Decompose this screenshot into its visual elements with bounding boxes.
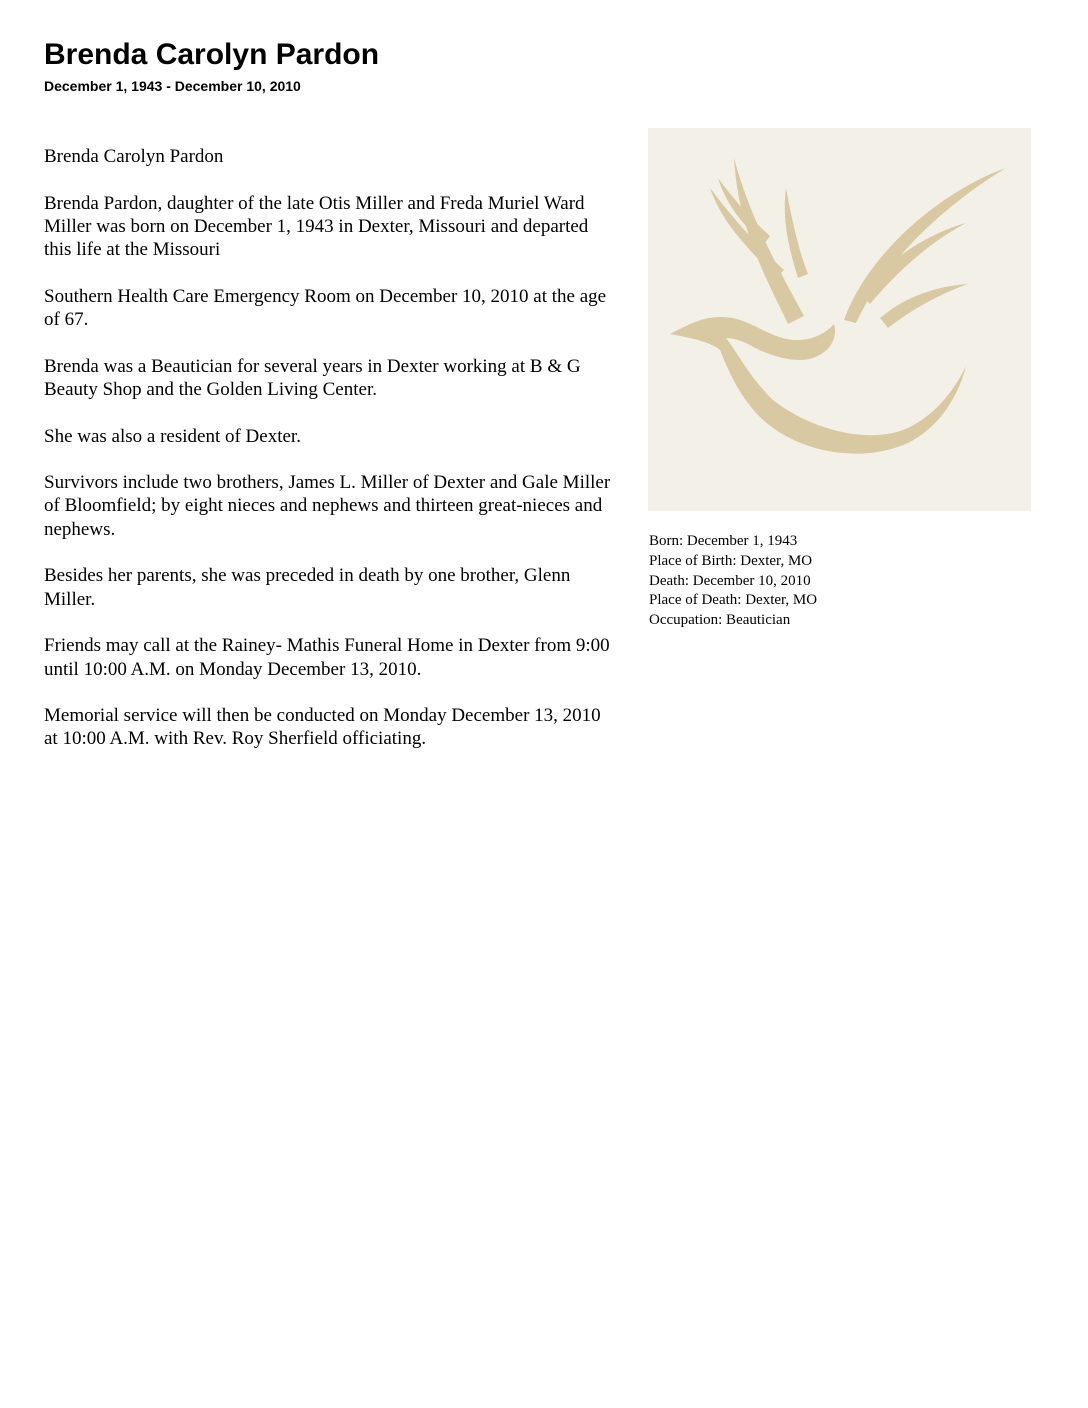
death-fact: Death: December 10, 2010 xyxy=(649,572,811,589)
page-title: Brenda Carolyn Pardon xyxy=(44,38,380,71)
obituary-paragraph: Southern Health Care Emergency Room on December 10, 2010 at the age of 67. xyxy=(44,285,607,331)
obituary-paragraph: Friends may call at the Rainey- Mathis Funeral Home in Dexter from 9:00 until 10:00 A.M. on Monday December 13, 2010. xyxy=(44,635,610,680)
vital-facts xyxy=(649,532,1029,631)
born-fact: Born: December 1, 1943 xyxy=(649,533,798,549)
obituary-paragraph: Brenda Pardon, daughter of the late Otis Miller and Freda Muriel Ward Miller was born on December 1, 1943 in Dexter, Missouri and departed this life at the Missouri xyxy=(44,192,589,261)
dove-icon xyxy=(648,128,1031,511)
life-dates: December 1, 1943 - December 10, 2010 xyxy=(44,78,301,94)
obituary-paragraph: Brenda was a Beautician for several years in Dexter working at B & G Beauty Shop and the Golden Living Center. xyxy=(44,355,581,400)
place-of-death-fact: Place of Death: Dexter, MO xyxy=(649,592,818,609)
obituary-paragraph: Besides her parents, she was preceded in death by one brother, Glenn Miller. xyxy=(44,565,571,610)
obituary-paragraph: Brenda Carolyn Pardon xyxy=(44,146,224,167)
occupation-fact: Occupation: Beautician xyxy=(649,612,791,629)
memorial-photo xyxy=(648,128,1031,511)
place-of-birth-fact: Place of Birth: Dexter, MO xyxy=(649,552,813,569)
obituary-paragraph: Memorial service will then be conducted on Monday December 13, 2010 at 10:00 A.M. with Rev. Roy Sherfield officiating. xyxy=(44,705,601,750)
obituary-paragraph: Survivors include two brothers, James L. Miller of Dexter and Gale Miller of Bloomfield; by eight nieces and nephews and thirteen great-nieces and nephews. xyxy=(44,472,611,540)
obituary-text xyxy=(44,145,614,774)
obituary-paragraph: She was also a resident of Dexter. xyxy=(44,425,301,447)
